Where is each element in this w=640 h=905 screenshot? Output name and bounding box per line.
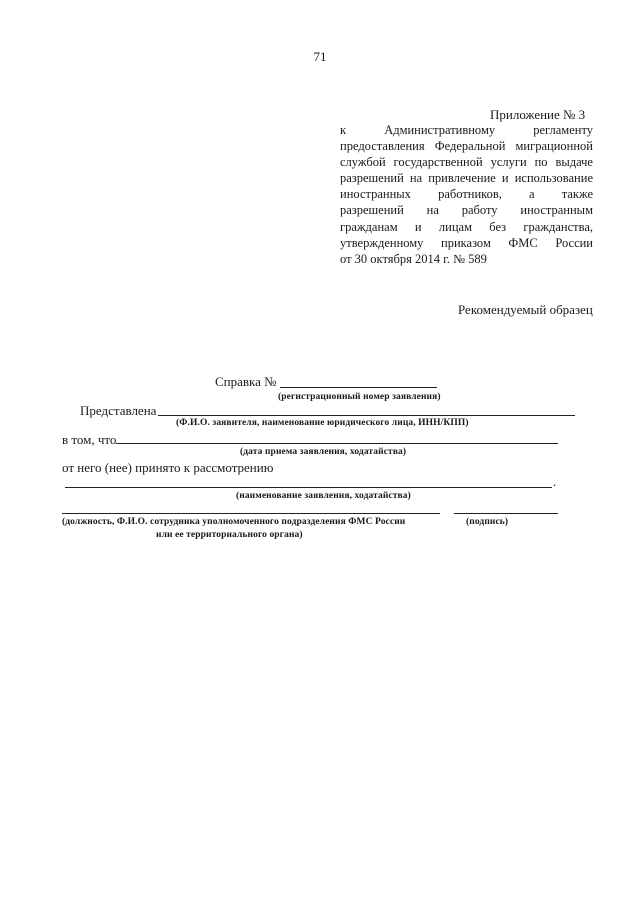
signature-caption: (подпись) bbox=[466, 517, 509, 527]
appendix-line: службой государственной услуги по выдаче bbox=[340, 155, 593, 170]
signature-field[interactable] bbox=[454, 513, 558, 514]
appendix-line: к Административному регламенту bbox=[340, 123, 593, 137]
appendix-line: разрешений на работу иностранным bbox=[340, 203, 593, 218]
certificate-number-field[interactable] bbox=[280, 387, 437, 388]
appendix-line: предоставления Федеральной миграционной bbox=[340, 139, 593, 154]
applicant-caption: (Ф.И.О. заявителя, наименование юридического лица, ИНН/КПП) bbox=[176, 418, 469, 428]
appendix-line: утвержденному приказом ФМС России bbox=[340, 235, 593, 250]
official-position-field[interactable] bbox=[62, 513, 440, 514]
period-mark: . bbox=[553, 474, 557, 489]
appendix-line: разрешений на привлечение и использование bbox=[340, 171, 593, 186]
applicant-field[interactable] bbox=[158, 415, 575, 416]
accepted-text: от него (нее) принято к рассмотрению bbox=[62, 460, 274, 475]
presented-label: Представлена bbox=[80, 403, 157, 418]
appendix-line: от 30 октября 2014 г. № 589 bbox=[340, 251, 487, 266]
receipt-date-caption: (дата приема заявления, ходатайства) bbox=[240, 447, 407, 457]
application-name-caption: (наименование заявления, ходатайства) bbox=[236, 491, 411, 501]
appendix-title: Приложение № 3 bbox=[490, 107, 586, 122]
application-name-field[interactable] bbox=[65, 487, 552, 488]
certificate-number-caption: (регистрационный номер заявления) bbox=[278, 392, 441, 402]
official-position-caption: (должность, Ф.И.О. сотрудника уполномоченного подразделения ФМС России bbox=[62, 517, 406, 527]
page-number: 71 bbox=[313, 49, 327, 64]
certificate-label: Справка № bbox=[215, 374, 277, 389]
official-position-caption-continued: или ее территориального органа) bbox=[156, 530, 303, 540]
about-label: в том, что bbox=[62, 432, 117, 447]
appendix-text bbox=[340, 122, 593, 267]
receipt-date-field[interactable] bbox=[116, 443, 558, 444]
sample-label: Рекомендуемый образец bbox=[458, 302, 593, 317]
appendix-line: иностранных работников, а также bbox=[340, 187, 593, 202]
appendix-line: гражданам и лицам без гражданства, bbox=[340, 219, 593, 234]
